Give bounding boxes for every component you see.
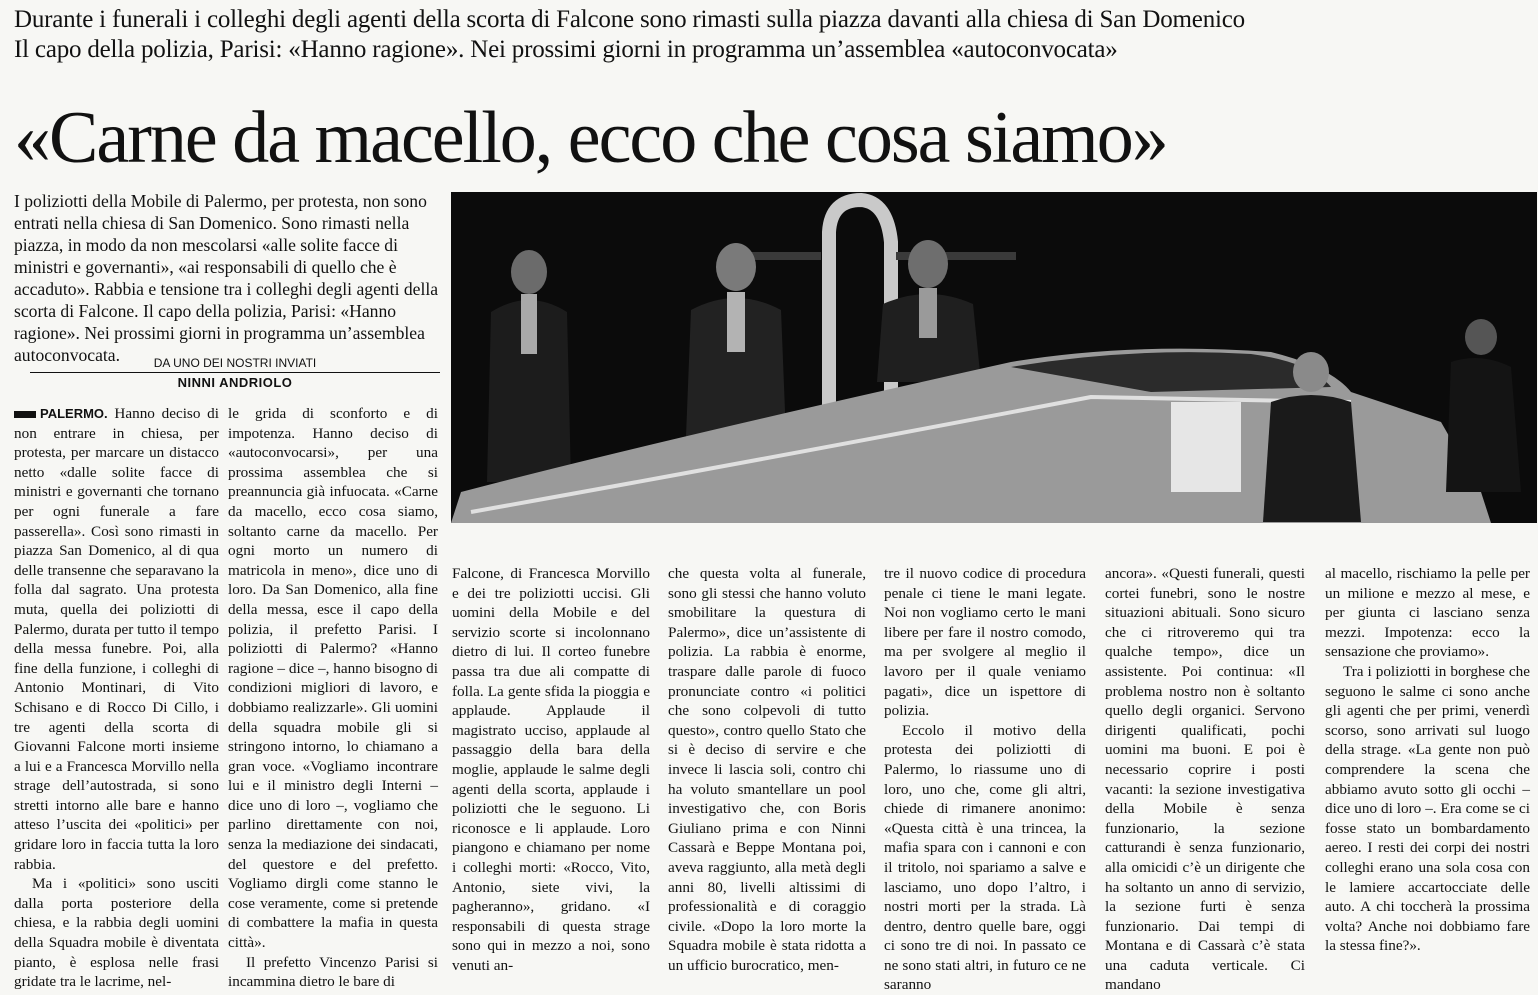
news-photo [451, 192, 1537, 523]
kicker-line-1: Durante i funerali i colleghi degli agenti della scorta di Falcone sono rimasti sulla piazza davanti alla chiesa di San Domenico [14, 6, 1245, 33]
paragraph: Il prefetto Vincenzo Parisi si incammina dietro le bare di [228, 953, 438, 991]
article-column-4 [668, 564, 866, 975]
paragraph: Eccolo il motivo della protesta dei poliziotti di Palermo, lo riassume uno di loro, uno che, come gli altri, chiede di rimanere anonimo: «Questa città è una trincea, la mafia spara con i cannoni e con il tritolo, noi spariamo a salve e lasciamo, uno dopo l’altro, i nostri morti per la strada. Là dentro, dentro quelle bare, oggi ci sono tre di noi. In passato ce ne sono stati altri, in futuro ce ne saranno [884, 721, 1086, 994]
credit-label: DA UNO DEI NOSTRI INVIATI [153, 356, 317, 370]
paragraph: Falcone, di Francesca Morvillo e dei tre poliziotti uccisi. Gli uomini della Mobile e del servizio scorte si incolonnano dietro di lui. Il corteo funebre passa tra due ali compatte di folla. La gente sfida la pioggia e applaude. Applaude il magistrato ucciso, applaude al passaggio della bara della moglie, applaude le salme degli agenti della scorta, applaude i poliziotti che le seguono. Li riconosce e li applaude. Loro piangono e chiamano per nome i colleghi morti: «Rocco, Vito, Antonio, siete vivi, la pagheranno», gridano. «I responsabili di questa strage sono qui in mezzo a noi, sono venuti an- [452, 565, 650, 974]
paragraph: al macello, rischiamo la pelle per un milione e mezzo al mese, e per giunta ci lasciano senza mezzi. Impotenza: ecco la sensazione che proviamo». [1325, 565, 1530, 661]
headline: «Carne da macello, ecco che cosa siamo» [14, 97, 1167, 179]
paragraph: Tra i poliziotti in borghese che seguono le salme ci sono anche gli agenti che per primi, venerdì scorso, sono arrivati sul luogo della strage. «La gente non può comprendere la scena che abbiamo avuto sotto gli occhi – dice uno di loro –. Era come se ci fosse stato un bombardamento aereo. I resti dei corpi dei nostri colleghi erano una sola cosa con le lamiere accartocciate delle auto. A chi toccherà la prossima volta? Anche noi dobbiamo fare la stessa fine?». [1325, 662, 1530, 955]
paragraph [14, 404, 219, 874]
paragraph: le grida di sconforto e di impotenza. Hanno deciso di «autoconvocarsi», per una prossima assemblea che si preannuncia già infuocata. «Carne da macello, ecco cosa siamo, soltanto carne da macello. Per ogni morto un numero di matricola in meno», dice uno di loro. Da San Domenico, alla fine della messa, esce il capo della polizia, il prefetto Parisi. I poliziotti di Palermo? «Hanno ragione – dice –, hanno bisogno di condizioni migliori di lavoro, e dobbiamo realizzarle». Gli uomini della squadra mobile gli si stringono intorno, lo chiamano a gran voce. «Vogliamo incontrare lui e il ministro degli Interni – dice uno di loro –, vogliamo che parlino direttamente con noi, senza la mediazione dei sindacati, del questore e del prefetto. Vogliamo dirgli come stanno le cose veramente, come si pretende di combattere la mafia in questa città». [228, 405, 438, 952]
paragraph: che questa volta al funerale, sono gli stessi che hanno voluto smobilitare la questura di Palermo», dice un’assistente di polizia. La rabbia è enorme, traspare dalle parole di fuoco pronunciate contro «i politici che sono colpevoli di tutto questo», contro quello Stato che si è deciso di servire e che invece li lascia soli, contro chi ha voluto smantellare un pool investigativo che, con Boris Giuliano prima e con Ninni Cassarà e Beppe Montana poi, aveva raggiunto, alla metà degli anni 80, livelli altissimi di professionalità e di coraggio civile. «Dopo la loro morte la Squadra mobile è stata ridotta a un ufficio burocratico, men- [668, 565, 866, 974]
article-column-5 [884, 564, 1086, 995]
lead-paragraph: I poliziotti della Mobile di Palermo, per protesta, non sono entrati nella chiesa di San Domenico. Sono rimasti nella piazza, in modo da non mescolarsi «alle solite facce di ministri e governanti», «ai responsabili di quello che è accaduto». Rabbia e tensione tra i colleghi degli agenti della scorta di Falcone. Il capo della polizia, Parisi: «Hanno ragione». Nei prossimi giorni in programma un’assemblea autoconvocata. [14, 191, 439, 365]
photo-policemen-by-car [451, 192, 1537, 523]
paragraph: tre il nuovo codice di procedura penale ci tiene le mani legate. Noi non vogliamo certo le mani libere per fare il nostro comodo, ma per svolgere al meglio il lavoro per il quale veniamo pagati», dice un ispettore di polizia. [884, 565, 1086, 720]
byline-block [30, 356, 440, 391]
article-column-6 [1105, 564, 1305, 995]
author-byline: NINNI ANDRIOLO [177, 375, 293, 390]
article-column-3 [452, 564, 650, 975]
dateline: PALERMO. [40, 406, 108, 421]
kicker-line-2: Il capo della polizia, Parisi: «Hanno ragione». Nei prossimi giorni in programma un’assemblea «autoconvocata» [14, 36, 1118, 63]
dateline-mark [14, 411, 36, 418]
byline-rule [30, 372, 440, 373]
paragraph: Ma i «politici» sono usciti dalla porta posteriore della chiesa, e la rabbia degli uomini della Squadra mobile è diventata pianto, è esplosa nelle frasi gridate tra le lacrime, nel- [14, 875, 219, 991]
article-column-7 [1325, 564, 1530, 956]
paragraph-text: Hanno deciso di non entrare in chiesa, per protesta, per marcare un distacco netto «dalle solite facce di ministri e governanti che tornano per ogni funerale a fare passerella». Così sono rimasti in piazza San Domenico, al di qua delle transenne che separavano la folla dal sagrato. Una protesta muta, quella dei poliziotti di Palermo, durata per tutto il tempo della messa funebre. Poi, alla fine della funzione, i colleghi di Antonio Montinari, di Vito Schisano e di Rocco Di Cillo, i tre agenti della scorta di Giovanni Falcone morti insieme a lui e a Francesca Morvillo nella strage dell’autostrada, si sono stretti intorno alle bare e hanno atteso l’uscita dei «politici» per gridare loro in faccia tutta la loro rabbia. [14, 405, 219, 873]
article-column-1 [14, 404, 219, 992]
article-column-2 [228, 404, 438, 992]
paragraph: ancora». «Questi funerali, questi cortei funebri, sono le nostre situazioni abituali. Sono sicuro che ci ritroveremo qui tra qualche tempo», dice un assistente. Poi continua: «Il problema nostro non è soltanto quello degli organici. Servono dirigenti qualificati, pochi uomini ma buoni. E poi è necessario coprire i posti vacanti: la sezione investigativa della Mobile è senza funzionario, la sezione catturandi è senza funzionario, alla omicidi c’è un dirigente che ha soltanto un anno di servizio, la sezione furti è senza funzionario. Dai tempi di Montana e di Cassarà c’è stata una caduta verticale. Ci mandano [1105, 565, 1305, 994]
